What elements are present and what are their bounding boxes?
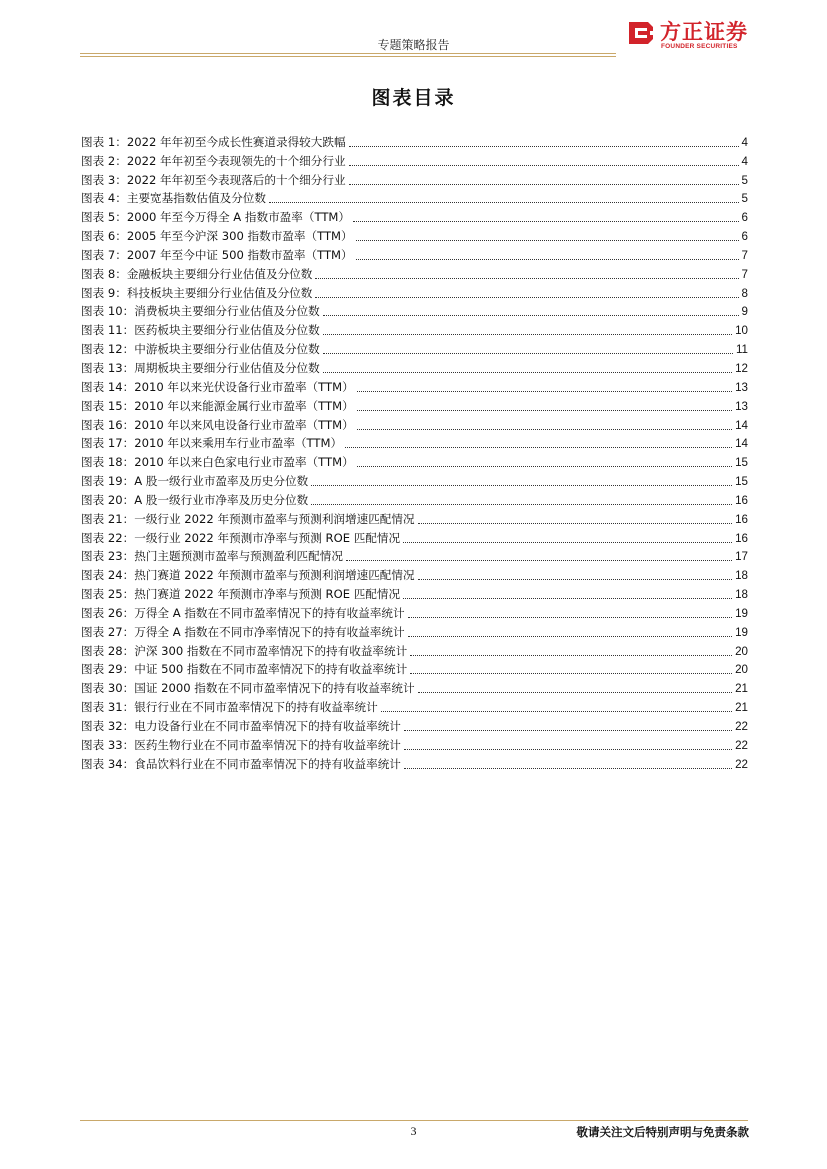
toc-entry-title: 医药生物行业在不同市盈率情况下的持有收益率统计: [134, 737, 401, 752]
toc-entry-title: 2010 年以来白色家电行业市盈率（TTM）: [134, 455, 354, 470]
logo-english-name: FOUNDER SECURITIES: [661, 43, 738, 50]
toc-dot-leader: [315, 278, 738, 279]
toc-entry-title: 银行行业在不同市盈率情况下的持有收益率统计: [134, 700, 378, 715]
table-of-figures: [81, 131, 748, 772]
toc-dot-leader: [357, 429, 732, 430]
toc-entry-label: 图表 28：: [81, 643, 135, 658]
toc-entry-page: 15: [735, 456, 748, 470]
toc-entry-title: 2010 年以来能源金属行业市盈率（TTM）: [134, 398, 354, 413]
toc-entry[interactable]: [81, 301, 748, 320]
toc-dot-leader: [323, 334, 732, 335]
toc-entry-page: 13: [735, 399, 748, 413]
toc-entry-page: 4: [741, 154, 748, 168]
toc-entry[interactable]: [81, 677, 748, 696]
toc-entry[interactable]: [81, 414, 748, 433]
toc-entry-title: 万得全 A 指数在不同市净率情况下的持有收益率统计: [134, 624, 405, 639]
logo-chinese-name: 方正证券: [660, 20, 748, 44]
toc-entry-page: 19: [735, 625, 748, 639]
page-title: 图表目录: [371, 87, 456, 109]
company-logo: [626, 16, 756, 54]
toc-entry-label: 图表 10：: [81, 304, 135, 319]
toc-dot-leader: [357, 466, 732, 467]
toc-dot-leader: [311, 504, 732, 505]
header-rule-secondary: [80, 56, 616, 57]
toc-entry-title: 2010 年以来光伏设备行业市盈率（TTM）: [134, 379, 354, 394]
toc-entry-label: 图表 24：: [81, 568, 135, 583]
toc-entry-label: 图表 34：: [81, 756, 135, 771]
toc-entry-page: 20: [735, 663, 748, 677]
toc-entry-page: 6: [741, 211, 748, 225]
toc-entry-label: 图表 32：: [81, 719, 135, 733]
toc-entry-title: 金融板块主要细分行业估值及分位数: [126, 266, 313, 281]
toc-entry[interactable]: [81, 376, 748, 395]
toc-dot-leader: [408, 636, 732, 637]
toc-entry[interactable]: [81, 225, 748, 244]
toc-entry-label: 图表 16：: [81, 417, 135, 432]
toc-entry[interactable]: [81, 546, 748, 565]
toc-entry-page: 16: [735, 531, 748, 545]
toc-entry-title: 一级行业 2022 年预测市净率与预测 ROE 匹配情况: [134, 530, 401, 545]
toc-entry[interactable]: [81, 451, 748, 470]
toc-entry-title: 中证 500 指数在不同市盈率情况下的持有收益率统计: [134, 662, 408, 677]
toc-entry-title: 电力设备行业在不同市盈率情况下的持有收益率统计: [134, 719, 401, 733]
toc-entry-page: 22: [735, 720, 748, 733]
toc-entry-title: 科技板块主要细分行业估值及分位数: [126, 285, 313, 300]
footer-disclaimer: 敬请关注文后特别声明与免责条款: [576, 1125, 749, 1139]
toc-entry-title: 沪深 300 指数在不同市盈率情况下的持有收益率统计: [134, 643, 408, 658]
toc-entry-label: 图表 33：: [81, 737, 135, 752]
toc-entry-page: 12: [735, 361, 748, 375]
toc-dot-leader: [418, 692, 733, 693]
toc-dot-leader: [346, 560, 732, 561]
toc-entry-label: 图表 25：: [81, 587, 135, 602]
toc-entry[interactable]: [81, 734, 748, 753]
toc-entry-title: 医药板块主要细分行业估值及分位数: [134, 323, 320, 338]
toc-dot-leader: [353, 221, 739, 222]
toc-entry-page: 18: [735, 569, 748, 583]
toc-entry-title: 2022 年年初至今成长性赛道录得较大跌幅: [126, 134, 346, 149]
toc-entry[interactable]: [81, 753, 748, 772]
toc-entry[interactable]: [81, 583, 748, 602]
toc-dot-leader: [410, 673, 732, 674]
toc-dot-leader: [323, 372, 732, 373]
toc-entry-title: A 股一级行业市盈率及历史分位数: [134, 474, 309, 489]
toc-dot-leader: [315, 297, 738, 298]
toc-entry-label: 图表 9：: [81, 285, 127, 300]
toc-dot-leader: [349, 165, 739, 166]
toc-entry-label: 图表 29：: [81, 662, 135, 677]
toc-entry-label: 图表 31：: [81, 700, 135, 715]
toc-entry-label: 图表 3：: [81, 172, 127, 187]
toc-dot-leader: [311, 485, 732, 486]
toc-entry-label: 图表 4：: [81, 191, 127, 206]
toc-entry[interactable]: [81, 715, 748, 734]
toc-entry-page: 16: [735, 512, 748, 526]
toc-dot-leader: [357, 391, 732, 392]
toc-dot-leader: [357, 410, 732, 411]
toc-entry-page: 16: [735, 493, 748, 507]
toc-entry-page: 8: [741, 286, 748, 300]
toc-dot-leader: [404, 730, 732, 731]
toc-dot-leader: [323, 315, 739, 316]
toc-entry[interactable]: [81, 357, 748, 376]
toc-entry-label: 图表 2：: [81, 153, 127, 168]
toc-dot-leader: [418, 579, 733, 580]
toc-dot-leader: [418, 523, 733, 524]
toc-dot-leader: [403, 598, 732, 599]
toc-entry[interactable]: [81, 206, 748, 225]
toc-entry-label: 图表 20：: [81, 492, 135, 507]
toc-entry-title: 食品饮料行业在不同市盈率情况下的持有收益率统计: [134, 756, 401, 771]
toc-entry-title: 2007 年至今中证 500 指数市盈率（TTM）: [126, 247, 353, 262]
toc-entry-label: 图表 5：: [81, 210, 127, 225]
toc-entry[interactable]: [81, 131, 748, 150]
toc-dot-leader: [345, 447, 732, 448]
toc-entry[interactable]: [81, 527, 748, 546]
toc-entry-title: 2022 年年初至今表现领先的十个细分行业: [126, 153, 346, 168]
toc-entry-label: 图表 18：: [81, 455, 135, 470]
toc-entry-title: 热门主题预测市盈率与预测盈利匹配情况: [134, 549, 343, 564]
toc-dot-leader: [408, 617, 732, 618]
toc-entry-label: 图表 8：: [81, 266, 127, 281]
toc-entry[interactable]: [81, 395, 748, 414]
toc-dot-leader: [323, 353, 733, 354]
toc-entry-title: 主要宽基指数估值及分位数: [126, 191, 266, 206]
toc-dot-leader: [404, 768, 732, 769]
toc-entry-page: 5: [741, 192, 748, 206]
toc-entry-page: 4: [741, 135, 748, 149]
toc-entry[interactable]: [81, 470, 748, 489]
toc-entry-label: 图表 12：: [81, 342, 135, 357]
toc-entry-label: 图表 30：: [81, 681, 135, 696]
toc-entry-title: 2022 年年初至今表现落后的十个细分行业: [126, 172, 346, 187]
toc-entry-label: 图表 13：: [81, 360, 135, 375]
toc-entry-label: 图表 17：: [81, 436, 135, 451]
toc-entry-title: 热门赛道 2022 年预测市盈率与预测利润增速匹配情况: [134, 568, 415, 583]
toc-entry-title: 周期板块主要细分行业估值及分位数: [134, 360, 320, 375]
toc-entry-page: 14: [735, 437, 748, 451]
header-title: 专题策略报告: [377, 38, 450, 52]
toc-entry-page: 11: [735, 343, 748, 357]
toc-entry[interactable]: [81, 489, 748, 508]
toc-dot-leader: [381, 711, 732, 712]
toc-entry[interactable]: [81, 640, 748, 659]
toc-entry[interactable]: [81, 188, 748, 207]
toc-entry[interactable]: [81, 282, 748, 301]
toc-entry-page: 22: [735, 757, 748, 771]
toc-entry-title: 热门赛道 2022 年预测市净率与预测 ROE 匹配情况: [134, 587, 401, 602]
toc-entry[interactable]: [81, 244, 748, 263]
toc-entry-title: 中游板块主要细分行业估值及分位数: [134, 342, 320, 357]
toc-dot-leader: [349, 146, 739, 147]
toc-dot-leader: [356, 259, 739, 260]
toc-entry-label: 图表 22：: [81, 530, 135, 545]
toc-entry-title: 2010 年以来风电设备行业市盈率（TTM）: [134, 417, 354, 432]
toc-entry[interactable]: [81, 564, 748, 583]
toc-entry[interactable]: [81, 602, 748, 621]
toc-dot-leader: [349, 184, 739, 185]
toc-entry-label: 图表 15：: [81, 398, 135, 413]
toc-entry-title: 消费板块主要细分行业估值及分位数: [134, 304, 320, 319]
toc-entry[interactable]: [81, 150, 748, 169]
toc-entry-title: 一级行业 2022 年预测市盈率与预测利润增速匹配情况: [134, 511, 415, 526]
toc-entry-title: 2000 年至今万得全 A 指数市盈率（TTM）: [126, 210, 351, 225]
toc-entry-label: 图表 6：: [81, 229, 127, 244]
toc-entry-page: 7: [741, 248, 748, 262]
toc-entry-label: 图表 23：: [81, 549, 135, 564]
toc-dot-leader: [404, 749, 732, 750]
toc-entry[interactable]: [81, 696, 748, 715]
toc-entry-title: 万得全 A 指数在不同市盈率情况下的持有收益率统计: [134, 605, 405, 620]
toc-entry-page: 9: [741, 305, 748, 319]
toc-entry-page: 6: [741, 230, 748, 244]
toc-dot-leader: [269, 202, 739, 203]
toc-entry[interactable]: [81, 169, 748, 188]
toc-entry-page: 17: [735, 550, 748, 564]
toc-entry-page: 15: [735, 475, 748, 489]
toc-entry-title: 2010 年以来乘用车行业市盈率（TTM）: [134, 436, 343, 451]
toc-entry-page: 20: [735, 644, 748, 658]
toc-entry[interactable]: [81, 433, 748, 452]
toc-dot-leader: [356, 240, 739, 241]
toc-entry-page: 22: [735, 738, 748, 752]
toc-entry-title: 2005 年至今沪深 300 指数市盈率（TTM）: [126, 229, 353, 244]
toc-entry-label: 图表 26：: [81, 605, 135, 620]
toc-entry-label: 图表 7：: [81, 247, 127, 262]
toc-entry-label: 图表 14：: [81, 379, 135, 394]
toc-entry-page: 19: [735, 606, 748, 620]
toc-entry-title: 国证 2000 指数在不同市盈率情况下的持有收益率统计: [134, 681, 415, 696]
toc-entry-page: 13: [735, 380, 748, 394]
toc-entry[interactable]: [81, 659, 748, 678]
toc-entry-label: 图表 1：: [81, 134, 127, 149]
toc-entry-label: 图表 21：: [81, 511, 135, 526]
toc-entry[interactable]: [81, 263, 748, 282]
footer-rule: [80, 1120, 748, 1121]
founder-logo-icon: [626, 18, 656, 48]
toc-entry-label: 图表 11：: [81, 323, 135, 338]
toc-dot-leader: [403, 542, 732, 543]
toc-entry[interactable]: [81, 338, 748, 357]
header-rule: [80, 53, 616, 54]
toc-entry-page: 7: [741, 267, 748, 281]
toc-entry-label: 图表 27：: [81, 624, 135, 639]
toc-dot-leader: [410, 655, 732, 656]
toc-entry-page: 10: [735, 324, 748, 338]
footer-page-number: 3: [410, 1124, 417, 1138]
toc-entry-page: 14: [735, 418, 748, 432]
toc-entry-page: 18: [735, 588, 748, 602]
toc-entry-page: 21: [735, 701, 748, 715]
toc-entry[interactable]: [81, 508, 748, 527]
toc-entry-title: A 股一级行业市净率及历史分位数: [134, 492, 309, 507]
toc-entry-page: 5: [741, 173, 748, 187]
toc-entry-page: 21: [735, 682, 748, 696]
toc-entry[interactable]: [81, 319, 748, 338]
toc-entry[interactable]: [81, 621, 748, 640]
toc-entry-label: 图表 19：: [81, 474, 135, 489]
